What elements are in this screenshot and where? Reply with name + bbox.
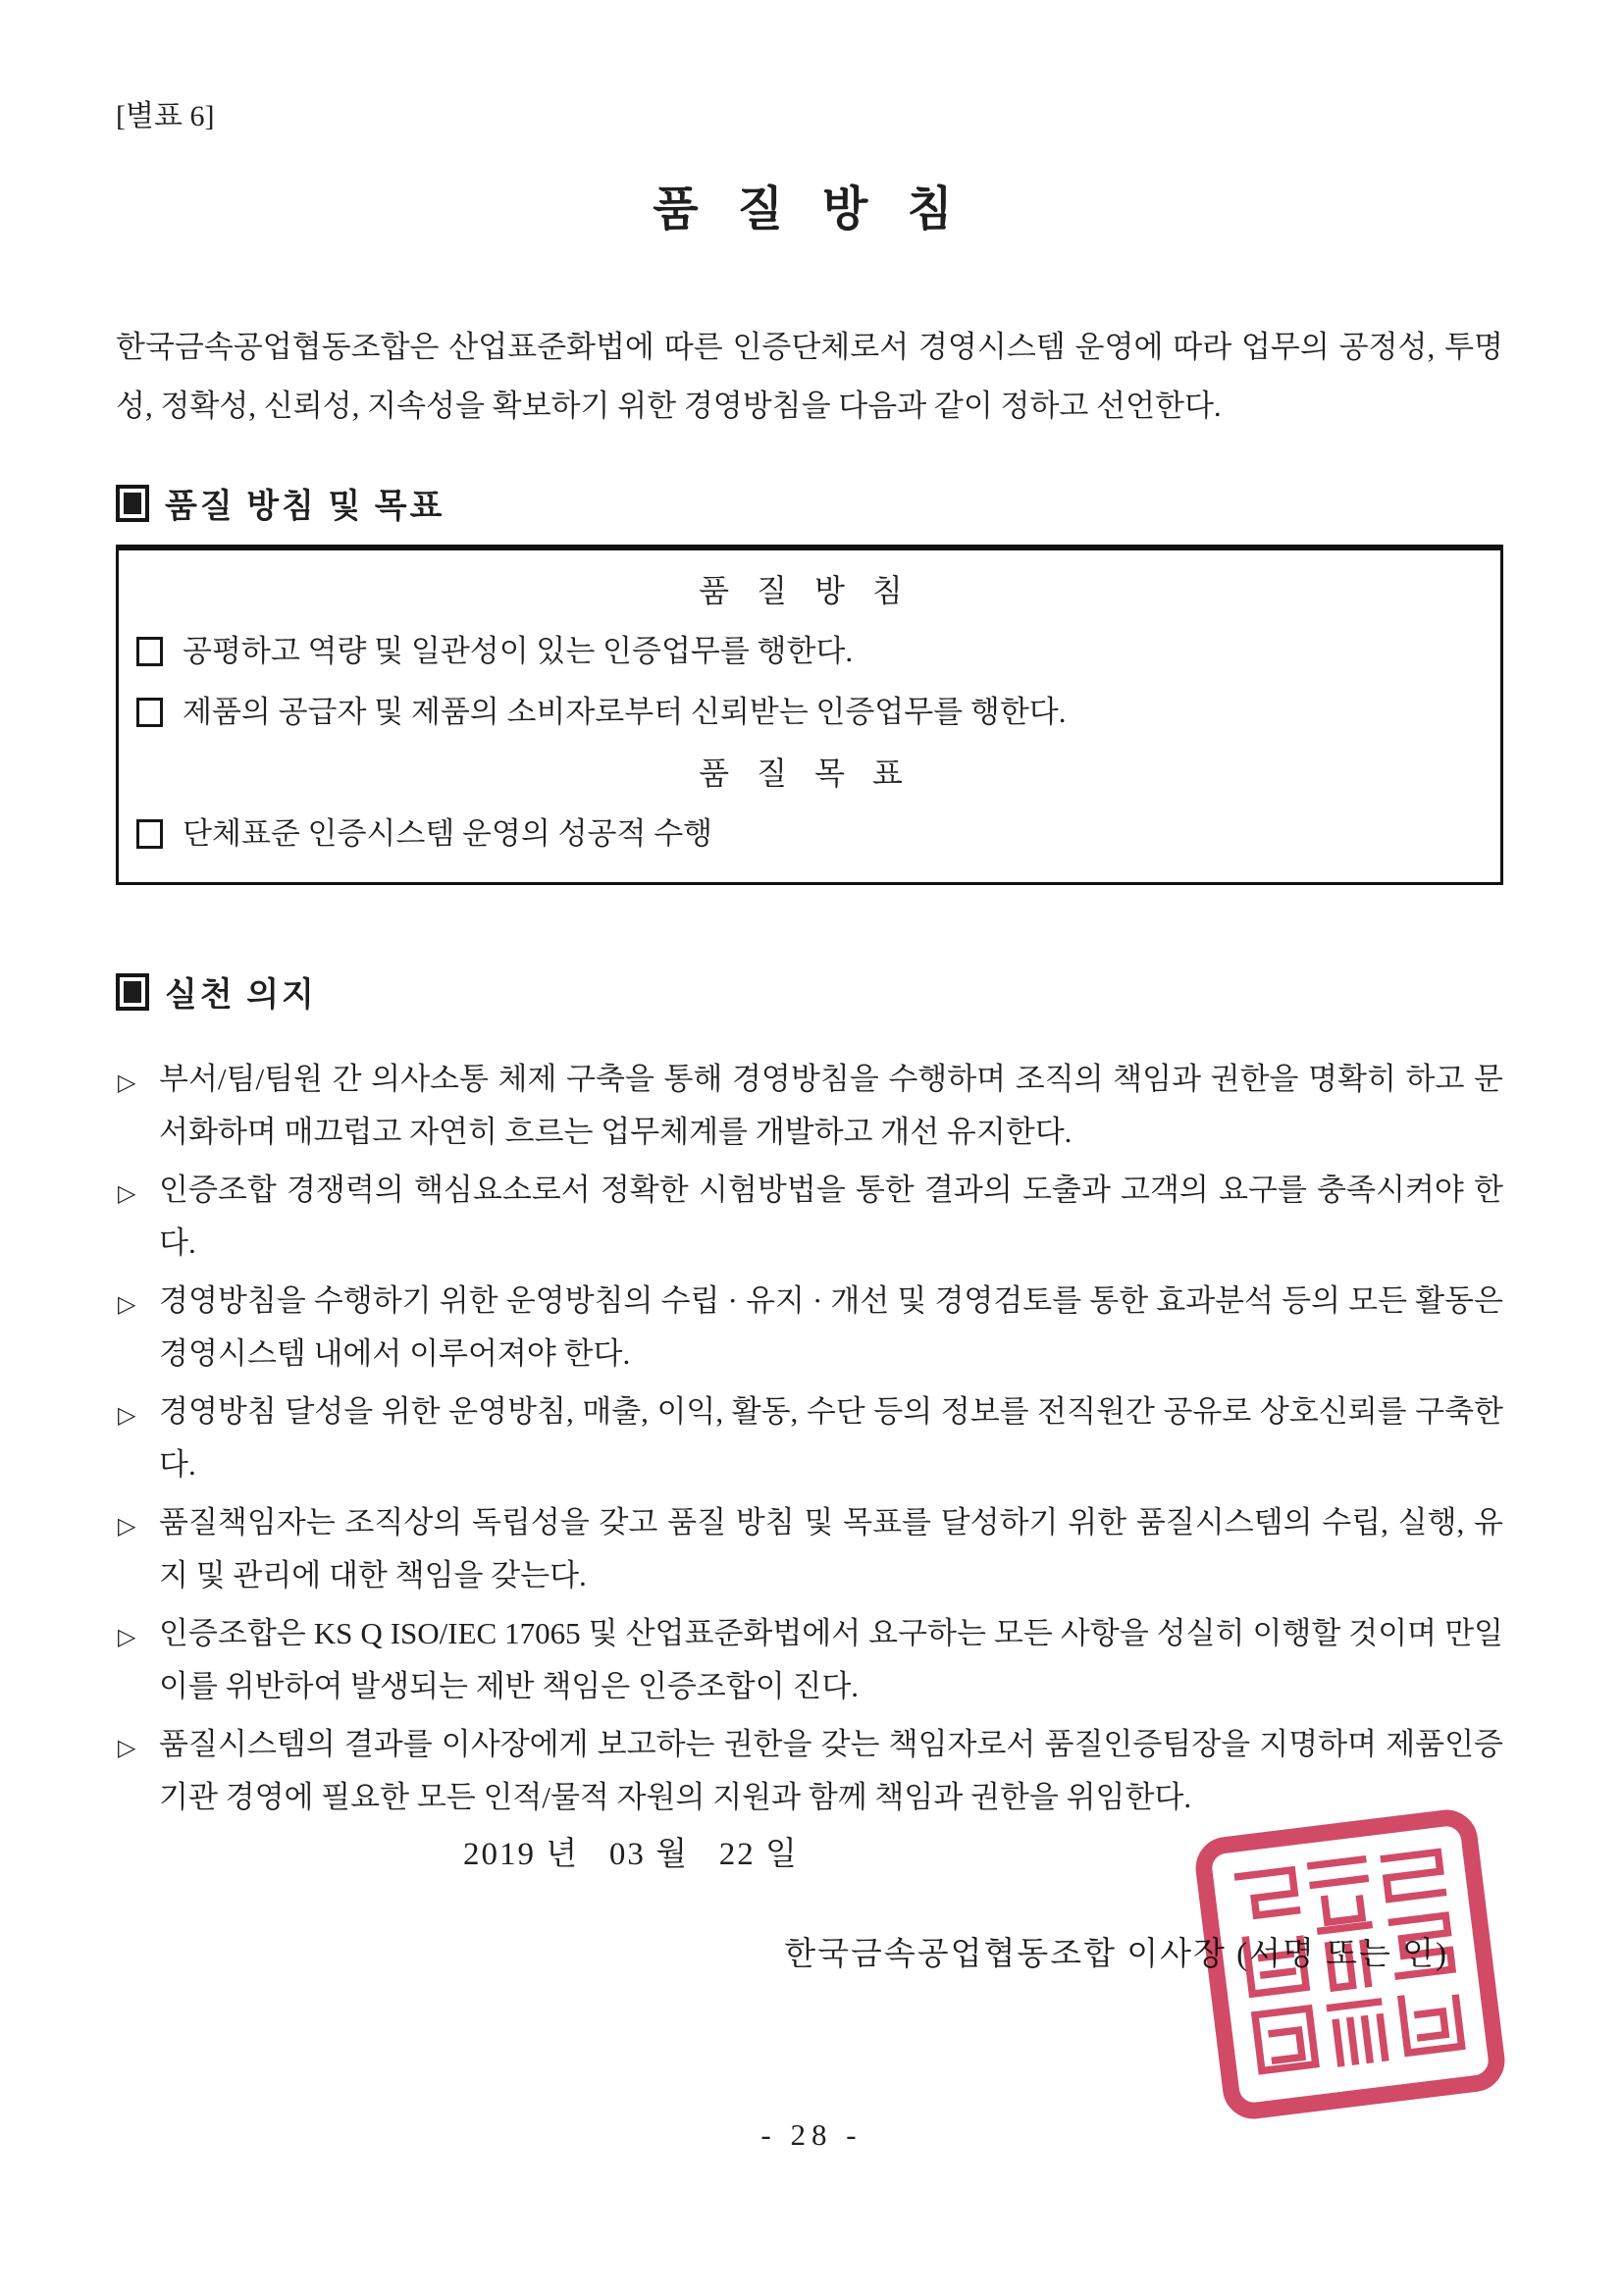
triangle-bullet-icon: ▷ [118, 1401, 136, 1429]
commitment-item-text: 부서/팀/팀원 간 의사소통 체제 구축을 통해 경영방침을 수행하며 조직의 책임과 권한을 명확히 하고 문서화하며 매끄럽고 자연히 흐르는 업무체계를 개발하고 개선 유지한다. [159, 1062, 1503, 1149]
objective-box-title: 품 질 목 표 [699, 756, 913, 791]
objective-item [134, 804, 1477, 864]
commitment-item-text: 경영방침 달성을 위한 운영방침, 매출, 이익, 활동, 수단 등의 정보를 전직원간 공유로 상호신뢰를 구축한다. [159, 1394, 1503, 1482]
commitment-item [116, 1718, 1503, 1824]
checkbox-icon [136, 637, 163, 666]
policy-item-text: 공평하고 역량 및 일관성이 있는 인증업무를 행한다. [183, 634, 854, 668]
triangle-bullet-icon: ▷ [118, 1734, 136, 1761]
policy-item-text: 제품의 공급자 및 제품의 소비자로부터 신뢰받는 인증업무를 행한다. [183, 695, 1067, 729]
commitment-item-text: 품질시스템의 결과를 이사장에게 보고하는 권한을 갖는 책임자로서 품질인증팀장을 지명하며 제품인증기관 경영에 필요한 모든 인적/물적 자원의 지원과 함께 책임과 권한을 위임한다. [159, 1727, 1503, 1814]
signer-title: 한국금속공업협동조합 이사장 (서명 또는 인) [784, 1937, 1448, 1972]
filled-square-icon [116, 973, 149, 1011]
section-heading-policy-text: 품질 방침 및 목표 [165, 489, 445, 525]
official-seal-stamp [1188, 1800, 1512, 2128]
commitment-list [116, 1053, 1503, 1824]
triangle-bullet-icon: ▷ [118, 1512, 136, 1539]
triangle-bullet-icon: ▷ [118, 1179, 136, 1207]
commitment-item [116, 1385, 1503, 1491]
objective-item-text: 단체표준 인증시스템 운영의 성공적 수행 [183, 816, 713, 851]
annex-label: [별표 6] [116, 100, 215, 132]
page-number: - 28 - [760, 2117, 863, 2152]
checkbox-icon [136, 698, 163, 727]
commitment-item [116, 1496, 1503, 1602]
commitment-item-text: 품질책임자는 조직상의 독립성을 갖고 품질 방침 및 목표를 달성하기 위한 품질시스템의 수립, 실행, 유지 및 관리에 대한 책임을 갖는다. [159, 1505, 1503, 1592]
triangle-bullet-icon: ▷ [118, 1069, 136, 1096]
commitment-item [116, 1164, 1503, 1270]
policy-item [134, 621, 1477, 682]
commitment-item-text: 경영방침을 수행하기 위한 운영방침의 수립 · 유지 · 개선 및 경영검토를 통한 효과분석 등의 모든 활동은 경영시스템 내에서 이루어져야 한다. [159, 1283, 1503, 1371]
policy-box-title: 품 질 방 침 [699, 573, 913, 608]
quality-policy-box [116, 545, 1503, 885]
commitment-item-text: 인증조합 경쟁력의 핵심요소로서 정확한 시험방법을 통한 결과의 도출과 고객의 요구를 충족시켜야 한다. [159, 1173, 1503, 1260]
commitment-item [116, 1275, 1503, 1381]
section-heading-commitment-text: 실천 의지 [165, 977, 317, 1014]
triangle-bullet-icon: ▷ [118, 1290, 136, 1318]
commitment-item-text: 인증조합은 KS Q ISO/IEC 17065 및 산업표준화법에서 요구하는 모든 사항을 성실히 이행할 것이며 만일 이를 위반하여 발생되는 제반 책임은 인증조합이 진다. [159, 1616, 1503, 1703]
commitment-item [116, 1053, 1503, 1159]
commitment-item [116, 1607, 1503, 1713]
triangle-bullet-icon: ▷ [118, 1623, 136, 1650]
section-heading-policy [116, 479, 1503, 527]
signature-date: 2019 년 03 월 22 일 [463, 1837, 799, 1872]
filled-square-icon [116, 485, 149, 522]
page-title: 품 질 방 침 [653, 183, 967, 235]
intro-paragraph: 한국금속공업협동조합은 산업표준화법에 따른 인증단체로서 경영시스템 운영에 따라 업무의 공정성, 투명성, 정확성, 신뢰성, 지속성을 확보하기 위한 경영방침을 다음과 같이 정하고 선언한다. [116, 330, 1503, 423]
section-heading-commitment [116, 967, 1503, 1016]
checkbox-icon [136, 819, 163, 849]
policy-item [134, 682, 1477, 743]
